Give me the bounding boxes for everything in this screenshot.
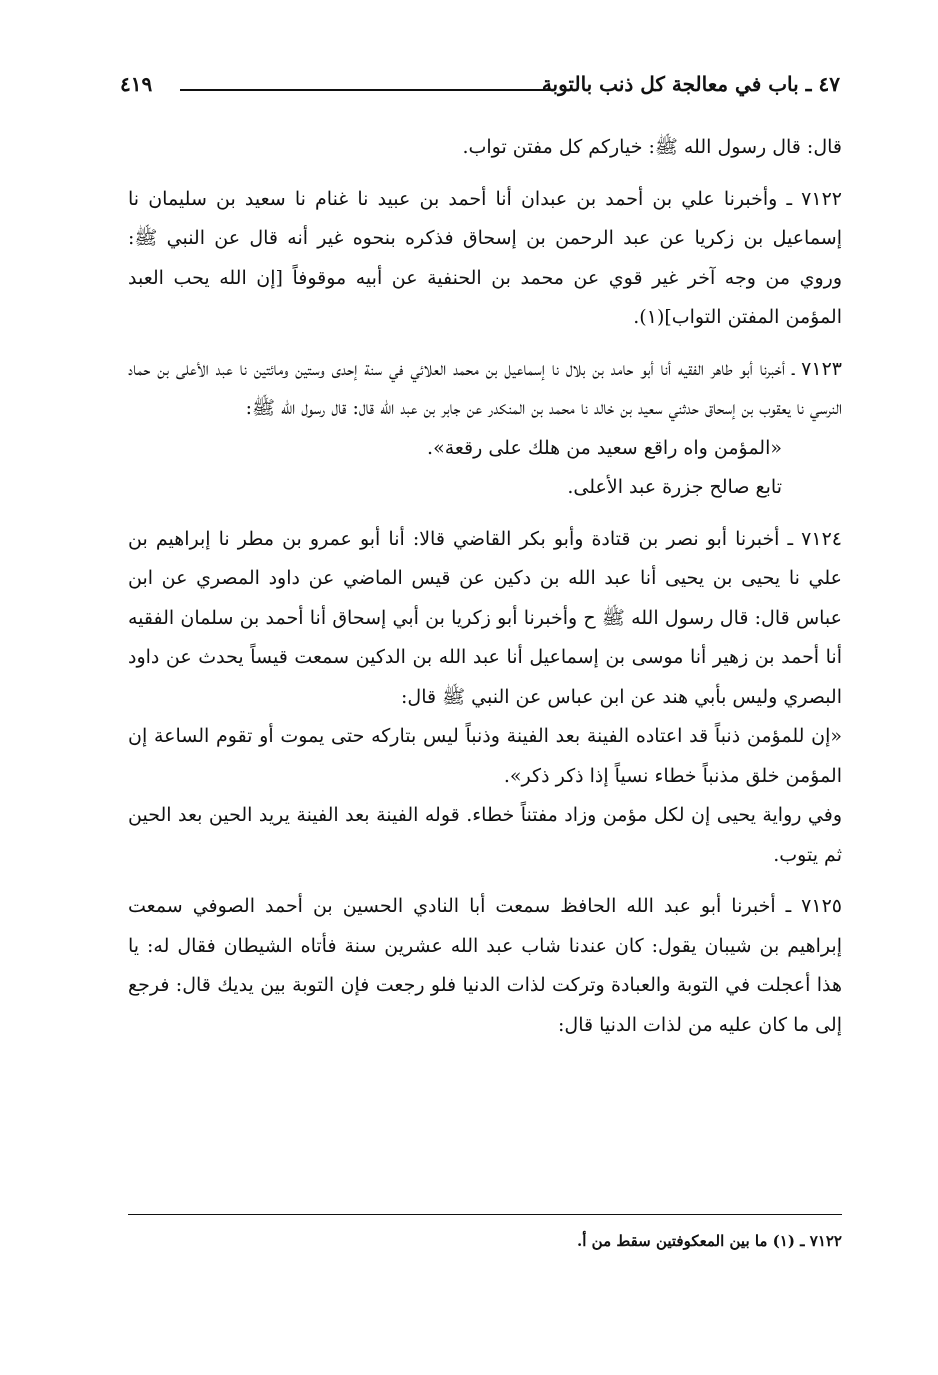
hadith-7124-quote: «إن للمؤمن ذنباً قد اعتاده الفينة بعد الفينة وذنباً ليس بتاركه حتى يموت أو تقوم الساعة إن المؤمن خلق مذنباً خطاء نسياً إذا ذكر ذكر». [128,725,842,787]
main-text [128,128,842,1045]
hadith-7123-note: تابع صالح جزرة عبد الأعلى. [567,476,782,498]
page-number: ٤١٩ [120,72,153,96]
hadith-7123-quote: «المؤمن واه راقع سعيد من هلك على رقعة». [427,436,782,459]
hadith-7124-note: وفي رواية يحيى إن لكل مؤمن وزاد مفتناً خطاء. قوله الفينة بعد الفينة يريد الحين بعد الحين ثم يتوب. [128,804,842,866]
hadith-7123: ٧١٢٣ ـ أخبرنا أبو طاهر الفقيه أنا أبو حامد بن بلال نا إسماعيل بن محمد العلائي في سنة إحدى وستين ومائتين نا عبد الأعلى بن حماد النرسي نا يعقوب بن إسحاق حدثني سعيد بن خالد نا محمد بن المنكدر عن جابر بن عبد الله قال: قال رسول الله ﷺ: [128,357,842,419]
chapter-title: ٤٧ ـ باب في معالجة كل ذنب بالتوبة [541,72,840,96]
paragraph-intro: قال: قال رسول الله ﷺ: خياركم كل مفتن تواب. [462,136,842,158]
footnote-rule [128,1214,842,1215]
footnote: ٧١٢٢ ـ (١) ما بين المعكوفتين سقط من أ. [577,1232,842,1250]
running-header [120,70,840,104]
hadith-7124: ٧١٢٤ ـ أخبرنا أبو نصر بن قتادة وأبو بكر القاضي قالا: أنا أبو عمرو بن مطر نا إبراهيم بن علي نا يحيى بن يحيى أنا عبد الله بن دكين عن قيس الماضي عن داود المصري عن ابن عباس قال: قال رسول الله ﷺ ح وأخبرنا أبو زكريا بن أبي إسحاق أنا أحمد بن سلمان الفقيه أنا أحمد بن زهير أنا موسى بن إسماعيل أنا عبد الله بن الدكين سمعت قيساً يحدث عن داود البصري وليس بأبي هند عن ابن عباس عن النبي ﷺ قال: [128,527,842,708]
hadith-7122: ٧١٢٢ ـ وأخبرنا علي بن أحمد بن عبدان أنا أحمد بن عبيد نا غنام نا سعيد بن سليمان نا إسماعيل بن زكريا عن عبد الرحمن بن إسحاق فذكره بنحوه غير أنه قال عن النبي ﷺ: وروي من وجه آخر غير قوي عن محمد بن الحنفية عن أبيه موقوفاً [إن الله يحب العبد المؤمن المفتن التواب](١). [128,187,842,328]
header-rule [180,89,550,91]
hadith-7125: ٧١٢٥ ـ أخبرنا أبو عبد الله الحافظ سمعت أبا النادي الحسين بن أحمد الصوفي سمعت إبراهيم بن شيبان يقول: كان عندنا شاب عبد الله عشرين سنة فأتاه الشيطان فقال له: يا هذا أعجلت في التوبة والعبادة وتركت لذات الدنيا فلو رجعت فإن التوبة بين يديك قال: فرجع إلى ما كان عليه من لذات الدنيا قال: [128,895,842,1036]
